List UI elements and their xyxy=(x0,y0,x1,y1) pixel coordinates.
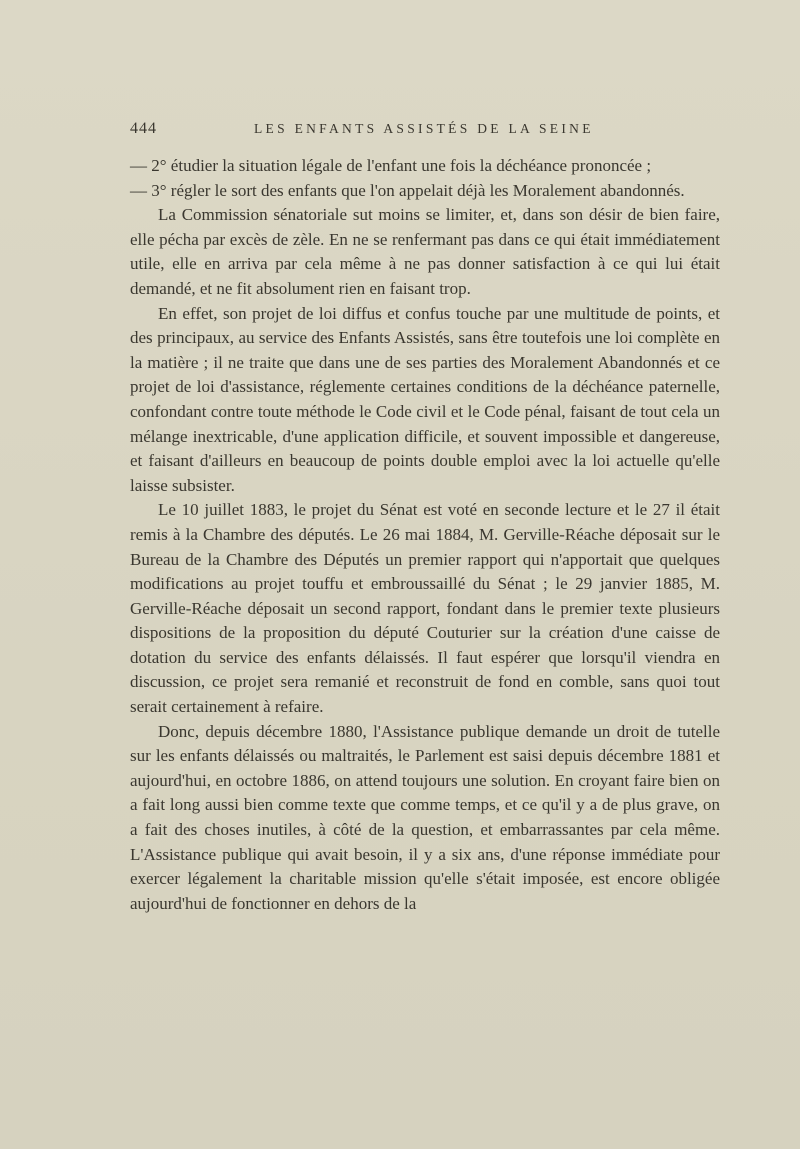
paragraph: — 3° régler le sort des enfants que l'on appelait déjà les Moralement abandonnés. xyxy=(130,180,685,200)
paragraph: Donc, depuis décembre 1880, l'Assistance publique demande un droit de tutelle sur les enfants délaissés ou maltraités, le Parlement est saisi depuis décembre 1881 et aujourd'hui, en octobre 1886, on attend toujours une solution. En croyant faire bien on a fait long aussi bien comme texte que comme temps, et ce qu'il y a de plus grave, on a fait des choses inutiles, à côté de la question, et embarrassantes par cela même. L'Assistance publique qui avait besoin, il y a six ans, d'une réponse immédiate pour exercer légalement la charitable mission qu'elle s'était imposée, est encore obligée aujourd'hui de fonctionner en dehors de la xyxy=(130,721,720,913)
paragraph: — 2° étudier la situation légale de l'enfant une fois la déchéance prononcée ; xyxy=(130,156,652,175)
paragraph: En effet, son projet de loi diffus et confus touche par une multitude de points, et des principaux, au service des Enfants Assistés, sans être toutefois une loi complète en la matière ; il ne traite que dans une de ses parties des Moralement Abandonnés et ce projet de loi d'assistance, réglemente certaines conditions de la déchéance paternelle, confondant contre toute méthode le Code civil et le Code pénal, faisant de tout cela un mélange inextricable, d'une application difficile, et souvent impossible et dangereuse, et faisant d'ailleurs en beaucoup de points double emploi avec la loi actuelle qu'elle laisse subsister. xyxy=(130,303,720,495)
paragraph: La Commission sénatoriale sut moins se limiter, et, dans son désir de bien faire, elle pécha par excès de zèle. En ne se renfermant pas dans ce qui était immédiatement utile, elle en arriva par cela même à ne pas donner satisfaction à ce qui lui était demandé, et ne fit absolument rien en faisant trop. xyxy=(130,205,720,298)
page-header xyxy=(130,120,720,140)
page-number: 444 xyxy=(130,120,157,137)
body-text xyxy=(130,154,720,916)
paragraph: Le 10 juillet 1883, le projet du Sénat est voté en seconde lecture et le 27 il était remis à la Chambre des députés. Le 26 mai 1884, M. Gerville-Réache déposait sur le Bureau de la Chambre des Députés un premier rapport qui n'apportait que quelques modifications au projet touffu et embroussaillé du Sénat ; le 29 janvier 1885, M. Gerville-Réache déposait un second rapport, fondant dans le premier texte plusieurs dispositions de la proposition du député Couturier sur la création d'une caisse de dotation du service des enfants délaissés. Il faut espérer que lorsqu'il viendra en discussion, ce projet sera remanié et reconstruit de fond en comble, sans quoi tout serait certainement à refaire. xyxy=(130,500,720,717)
running-title: LES ENFANTS ASSISTÉS DE LA SEINE xyxy=(254,121,594,136)
